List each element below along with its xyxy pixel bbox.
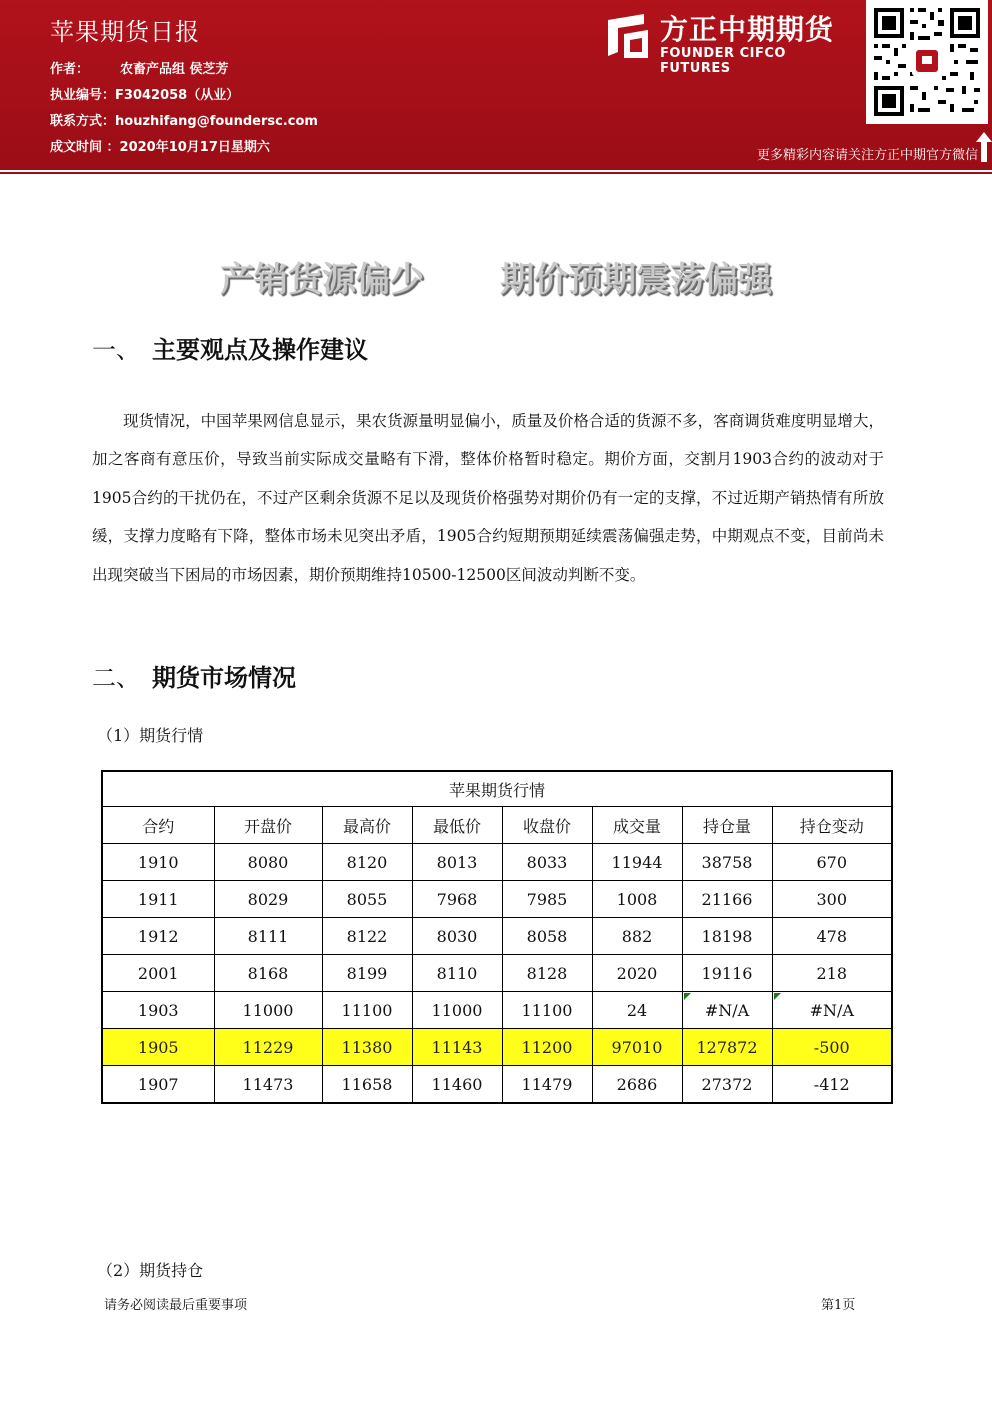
table-cell: 8122 [322, 918, 412, 955]
table-cell: 8030 [412, 918, 502, 955]
table-cell: 2020 [592, 955, 682, 992]
cell-text: #N/A [809, 1000, 854, 1020]
column-header: 收盘价 [502, 807, 592, 844]
table-cell: 18198 [682, 918, 772, 955]
table-cell: 11100 [322, 992, 412, 1029]
table-cell: 11473 [214, 1066, 322, 1104]
table-cell: 8120 [322, 844, 412, 881]
table-cell: 8111 [214, 918, 322, 955]
table-cell: 21166 [682, 881, 772, 918]
table-cell: 882 [592, 918, 682, 955]
table-cell: 38758 [682, 844, 772, 881]
table-row [102, 844, 892, 881]
table-cell: 11100 [502, 992, 592, 1029]
table-cell: 1910 [102, 844, 214, 881]
error-indicator-icon [774, 993, 781, 1000]
qr-code-icon [866, 0, 988, 124]
table-cell: 8058 [502, 918, 592, 955]
author-label: 作者： [50, 62, 90, 77]
table-row [102, 1066, 892, 1104]
table-cell: 11380 [322, 1029, 412, 1066]
section-title: 主要观点及操作建议 [152, 336, 368, 364]
date-row [50, 136, 270, 155]
contact-value[interactable]: houzhifang@foundersc.com [115, 114, 318, 129]
table-cell: 24 [592, 992, 682, 1029]
table-row [102, 992, 892, 1029]
sub-heading-futures-quotes: （1）期货行情 [97, 726, 204, 745]
column-header: 持仓量 [682, 807, 772, 844]
table-cell: 2686 [592, 1066, 682, 1104]
page-title-left: 产销货源偏少 [220, 260, 424, 300]
table-cell: 8128 [502, 955, 592, 992]
logo-english-name: FOUNDER CIFCO FUTURES [660, 46, 786, 76]
error-indicator-icon [684, 993, 691, 1000]
table-cell: 7968 [412, 881, 502, 918]
table-cell: 97010 [592, 1029, 682, 1066]
table-header-row [102, 807, 892, 844]
table-title: 苹果期货行情 [102, 771, 892, 807]
table-row [102, 955, 892, 992]
table-cell: 1912 [102, 918, 214, 955]
company-logo [600, 6, 860, 76]
author-value: 农畜产品组 侯芝芳 [120, 62, 229, 77]
cell-text: #N/A [704, 1000, 750, 1020]
table-cell: 19116 [682, 955, 772, 992]
header-divider-thin [0, 172, 992, 174]
table-cell: -412 [772, 1066, 892, 1104]
page-title-right: 期价预期震荡偏强 [500, 260, 772, 300]
table-title-row [102, 771, 892, 807]
table-cell: 1903 [102, 992, 214, 1029]
table-cell: 670 [772, 844, 892, 881]
summary-paragraph: 现货情况，中国苹果网信息显示，果农货源量明显偏小，质量及价格合适的货源不多，客商调货难度明显增大，加之客商有意压价，导致当前实际成交量略有下滑，整体价格暂时稳定。期价方面，交割月1903合约的波动对于1905合约的干扰仍在，不过产区剩余货源不足以及现货价格强势对期价仍有一定的支撑，不过近期产销热情有所放缓，支撑力度略有下降，整体市场未见突出矛盾，1905合约短期预期延续震荡偏强走势，中期观点不变，目前尚未出现突破当下困局的市场因素，期价预期维持10500-12500区间波动判断不变。 [92, 412, 884, 584]
page-number: 第1页 [821, 1298, 856, 1313]
table-cell: 11944 [592, 844, 682, 881]
column-header: 成交量 [592, 807, 682, 844]
section-title: 期货市场情况 [152, 664, 296, 692]
follow-wechat-text: 更多精彩内容请关注方正中期官方微信 [756, 148, 978, 163]
license-label: 执业编号： [50, 88, 116, 103]
table-row-highlighted [102, 1029, 892, 1066]
logo-chinese-name: 方正中期期货 [660, 13, 835, 46]
license-row [50, 84, 239, 103]
table-cell: -500 [772, 1029, 892, 1066]
table-cell: 1905 [102, 1029, 214, 1066]
section-heading-2 [92, 658, 296, 693]
table-cell: 127872 [682, 1029, 772, 1066]
header-divider [0, 165, 992, 170]
contact-label: 联系方式： [50, 114, 116, 129]
table-cell: 8055 [322, 881, 412, 918]
table-cell: 11000 [412, 992, 502, 1029]
table-cell: 11000 [214, 992, 322, 1029]
column-header: 开盘价 [214, 807, 322, 844]
table-cell: 11658 [322, 1066, 412, 1104]
table-cell: 7985 [502, 881, 592, 918]
table-cell: 11229 [214, 1029, 322, 1066]
arrow-up-icon [976, 132, 992, 162]
column-header: 最高价 [322, 807, 412, 844]
author-row [50, 58, 229, 77]
table-cell: 300 [772, 881, 892, 918]
page-title [0, 252, 992, 301]
table-cell: 8080 [214, 844, 322, 881]
sub-heading-futures-positions: （2）期货持仓 [97, 1261, 204, 1280]
futures-quote-table [101, 770, 893, 1104]
table-cell: 8110 [412, 955, 502, 992]
table-cell: 11460 [412, 1066, 502, 1104]
table-cell: 1008 [592, 881, 682, 918]
table-cell: 8168 [214, 955, 322, 992]
date-value: 2020年10月17日星期六 [119, 140, 270, 155]
table-cell: 11143 [412, 1029, 502, 1066]
report-title: 苹果期货日报 [50, 18, 200, 46]
column-header: 合约 [102, 807, 214, 844]
section-heading-1 [92, 330, 368, 365]
table-cell: 11479 [502, 1066, 592, 1104]
date-label: 成文时间 ： [50, 140, 120, 155]
table-cell: 8029 [214, 881, 322, 918]
table-cell-error [772, 992, 892, 1029]
table-cell-error [682, 992, 772, 1029]
table-cell: 8033 [502, 844, 592, 881]
license-value: F3042058（从业） [115, 88, 240, 103]
table-cell: 27372 [682, 1066, 772, 1104]
section-number: 一、 [92, 336, 140, 364]
table-cell: 1907 [102, 1066, 214, 1104]
table-cell: 8013 [412, 844, 502, 881]
section-number: 二、 [92, 664, 140, 692]
table-row [102, 881, 892, 918]
footer-notice: 请务必阅读最后重要事项 [104, 1298, 248, 1313]
column-header: 最低价 [412, 807, 502, 844]
table-cell: 478 [772, 918, 892, 955]
founder-logo-icon [604, 12, 652, 60]
table-cell: 1911 [102, 881, 214, 918]
table-cell: 8199 [322, 955, 412, 992]
table-cell: 11200 [502, 1029, 592, 1066]
contact-row [50, 110, 318, 129]
table-cell: 2001 [102, 955, 214, 992]
table-row [102, 918, 892, 955]
table-cell: 218 [772, 955, 892, 992]
column-header: 持仓变动 [772, 807, 892, 844]
